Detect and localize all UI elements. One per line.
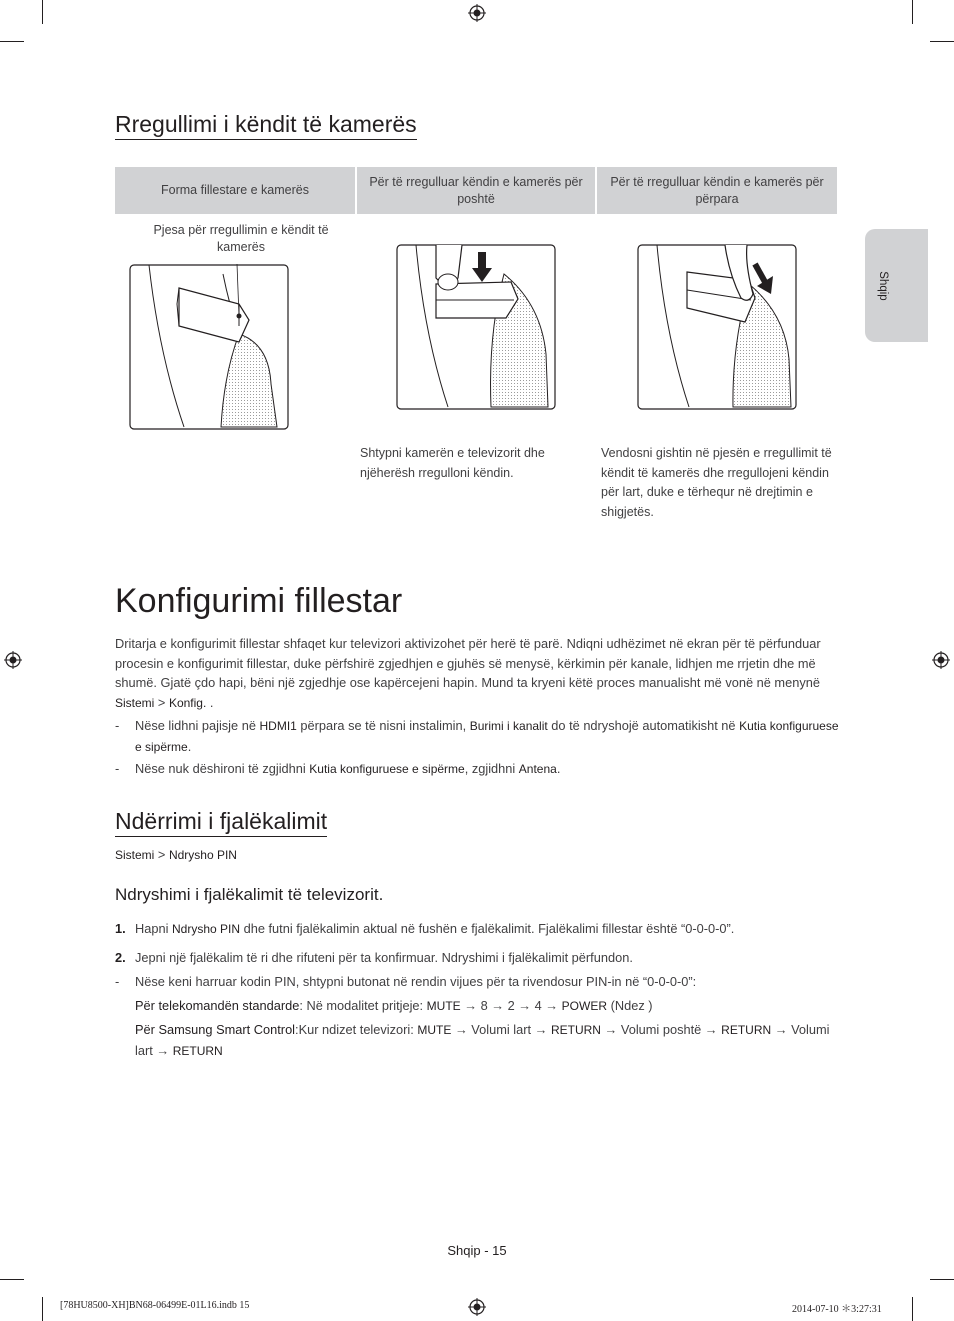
bullet-marker: -	[115, 974, 120, 989]
camera-adjust-forward-illustration	[637, 244, 797, 410]
note-text-part: , zgjidhni	[464, 761, 516, 776]
note-text-part: Nëse lidhni pajisje në	[135, 718, 256, 733]
return-key: RETURN	[172, 1043, 223, 1058]
note-hdmi	[115, 716, 845, 756]
sequence-text	[135, 996, 845, 1017]
crop-mark	[930, 1279, 954, 1280]
sequence-text-part: :Kur ndizet televizori:	[295, 1022, 414, 1037]
menu-separator: >	[157, 847, 166, 862]
menu-separator: >	[157, 694, 166, 710]
registration-mark-icon	[468, 4, 486, 22]
note-text-part: do të ndryshojë automatikisht në	[551, 718, 736, 733]
step-number: 1.	[115, 921, 126, 936]
print-file-info: [78HU8500-XH]BN68-06499E-01L16.indb 15	[60, 1300, 250, 1311]
page-number: Shqip - 15	[447, 1243, 507, 1258]
step-text: Jepni një fjalëkalim të ri dhe rifuteni për ta konfirmuar. Ndryshimi i fjalëkalimit përfundon.	[135, 950, 633, 965]
sequence-text-part: → 8 → 2 → 4 →	[464, 998, 559, 1013]
table-header-label: Për të rregulluar këndin e kamerës për poshtë	[369, 174, 583, 206]
menu-path-system: Sistemi	[115, 695, 155, 710]
step-text-part: Hapni	[135, 921, 169, 936]
channel-source-label: Burimi i kanalit	[469, 719, 548, 733]
crop-mark	[0, 1279, 24, 1280]
step-text-part: dhe futni fjalëkalimin aktual në fushën e fjalëkalimit. Fjalëkalimi fillestar është “0-0-0-0”.	[243, 921, 735, 936]
sequence-text-part: → Volumi lart →	[135, 1022, 830, 1058]
bullet-marker: -	[115, 718, 120, 733]
table-header-adjust-forward	[597, 167, 837, 214]
camera-initial-illustration	[129, 264, 289, 430]
menu-path	[115, 845, 845, 866]
note-forgot-pin	[115, 972, 845, 992]
subsection-title-tv-password: Ndryshimi i fjalëkalimit të televizorit.	[115, 885, 384, 904]
crop-mark	[930, 41, 954, 42]
set-top-box-label: Kutia konfiguruese e sipërme	[135, 719, 839, 754]
crop-mark	[42, 0, 43, 24]
power-key: POWER	[561, 999, 608, 1013]
step-1	[115, 919, 845, 939]
paragraph-text: Dritarja e konfigurimit fillestar shfaqet kur televizori aktivizohet për herë të parë. Ndiqni udhëzimet në ekran për të përfunduar procesin e konfigurimit fillestar, duke përfshirë zgjedhjen e gjuhës së menysë, kërkimin për kanale, lidhjen me rrjetin dhe më shumë. Gjatë çdo hapi, bëni një zgjedhje ose kapërcejeni hapin. Mund ta kryeni këtë proces manualisht më vonë në menynë	[115, 636, 821, 690]
menu-path-change-pin: Ndrysho PIN	[168, 848, 237, 862]
registration-mark-icon	[4, 651, 22, 669]
mute-key: MUTE	[426, 999, 461, 1013]
registration-mark-icon	[468, 1298, 486, 1316]
table-header-adjust-down	[357, 167, 595, 214]
sequence-text-part: → Volumi poshtë →	[604, 1022, 718, 1037]
language-side-tab	[865, 229, 928, 342]
step-number: 2.	[115, 950, 126, 965]
menu-path-config: Konfig.	[168, 695, 207, 710]
paragraph-end: .	[209, 694, 214, 710]
caption-adjust-down: Shtypni kamerën e televizorit dhe njëherësh rregulloni këndin.	[360, 446, 545, 480]
step-2	[115, 948, 845, 968]
step-text	[135, 919, 845, 940]
note-text-part: përpara se të nisni instalimin,	[300, 718, 467, 733]
crop-mark	[912, 0, 913, 24]
set-top-box-label: Kutia konfiguruese e sipërme	[309, 762, 465, 776]
print-timestamp: 2014-07-10 ＊3:27:31	[792, 1304, 882, 1315]
note-end: .	[556, 761, 561, 776]
hdmi-label: HDMI1	[259, 719, 297, 733]
antenna-label: Antena	[518, 762, 557, 776]
sequence-text-part: : Në modalitet pritjeje:	[299, 998, 424, 1013]
camera-part-label: Pjesa për rregullimin e këndit të kamerës	[153, 223, 329, 254]
menu-path-system: Sistemi	[115, 848, 155, 862]
registration-mark-icon	[932, 651, 950, 669]
table-header-label: Për të rregulluar këndin e kamerës për përpara	[610, 174, 824, 206]
table-header-label: Forma fillestare e kamerës	[161, 183, 309, 197]
note-antenna	[115, 759, 845, 779]
sequence-text-part: → Volumi lart →	[454, 1022, 548, 1037]
note-end: .	[187, 738, 192, 754]
return-key: RETURN	[550, 1023, 601, 1037]
section-title-change-password: Ndërrimi i fjalëkalimit	[115, 807, 327, 837]
initial-setup-paragraph	[115, 634, 845, 713]
caption-adjust-forward: Vendosni gishtin në pjesën e rregullimit të këndit të kamerës dhe rregullojeni këndin për lart, duke e tërhequr në drejtimin e shigjetës.	[601, 446, 832, 519]
smart-control-label: Për Samsung Smart Control	[135, 1022, 296, 1037]
table-header-initial-shape	[115, 167, 355, 214]
note-text: Nëse keni harruar kodin PIN, shtypni butonat në rendin vijues për ta rivendosur PIN-in në “0-0-0-0”:	[135, 974, 697, 989]
return-key: RETURN	[721, 1023, 772, 1037]
crop-mark	[42, 1297, 43, 1321]
language-side-tab-label: Shqip	[877, 271, 889, 301]
section-title-initial-setup: Konfigurimi fillestar	[115, 582, 403, 620]
standard-remote-label: Për telekomandën standarde	[135, 998, 300, 1013]
bullet-marker: -	[115, 761, 120, 776]
note-text	[135, 759, 845, 780]
crop-mark	[0, 41, 24, 42]
section-title-camera-angle: Rregullimi i këndit të kamerës	[115, 110, 417, 140]
sequence-text-part: (Ndez )	[610, 998, 653, 1013]
note-text	[135, 716, 845, 757]
sequence-text	[135, 1020, 845, 1061]
camera-adjust-down-illustration	[396, 244, 556, 410]
mute-key: MUTE	[417, 1023, 452, 1037]
crop-mark	[912, 1297, 913, 1321]
standard-remote-sequence	[115, 996, 845, 1016]
smart-control-sequence	[115, 1020, 845, 1060]
change-pin-label: Ndrysho PIN	[172, 922, 241, 936]
note-text-part: Nëse nuk dëshironi të zgjidhni	[135, 761, 306, 776]
